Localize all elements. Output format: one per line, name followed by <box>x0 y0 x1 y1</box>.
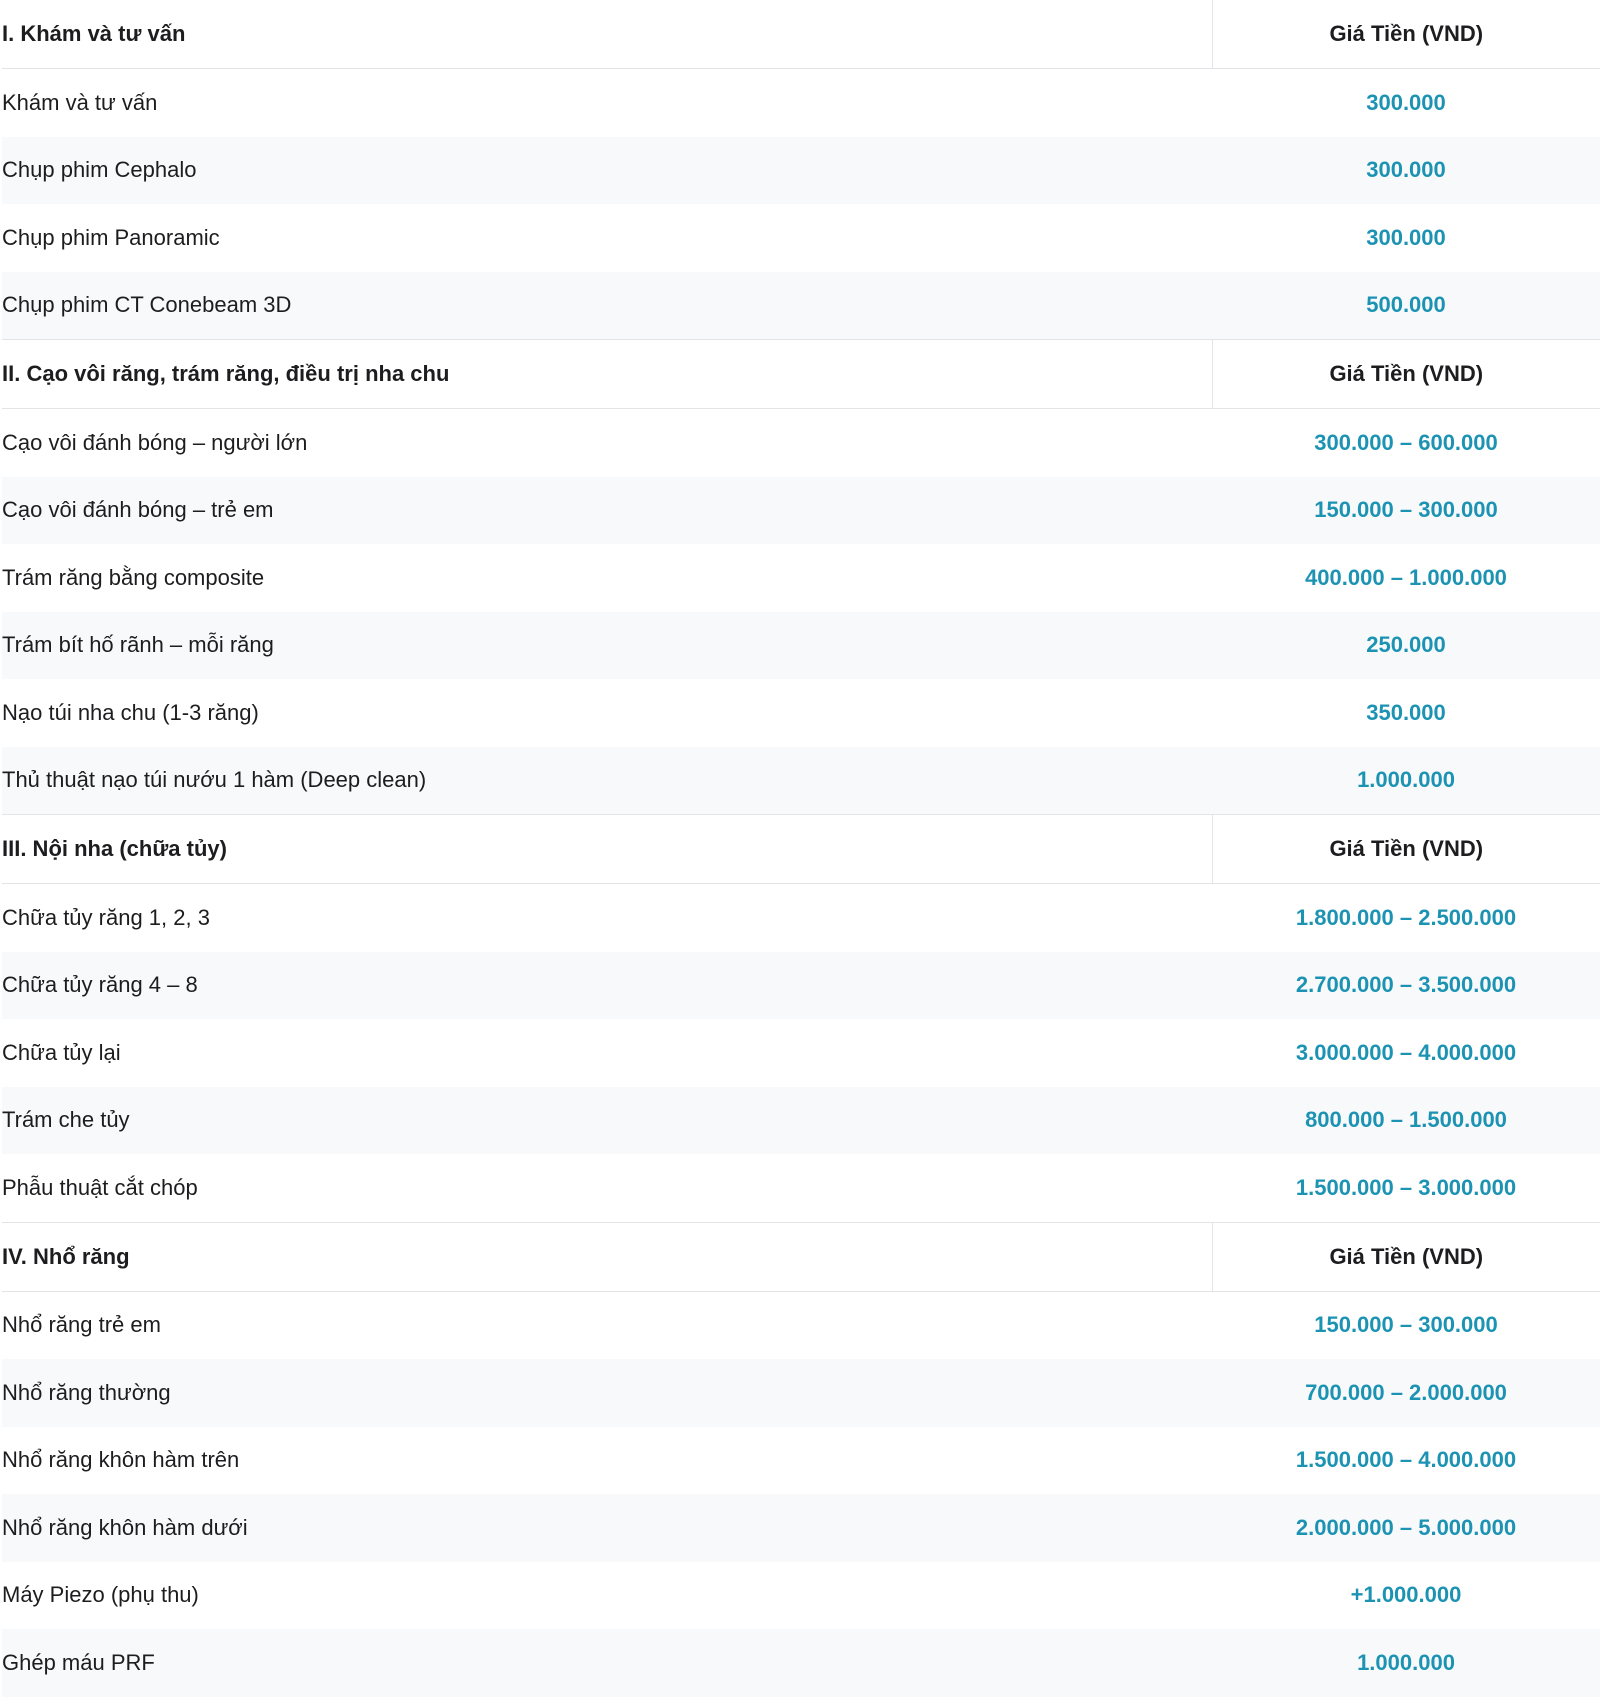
service-name: Chữa tủy răng 4 – 8 <box>2 952 1212 1020</box>
table-row <box>2 544 1600 612</box>
service-name: Phẫu thuật cắt chóp <box>2 1154 1212 1222</box>
table-row <box>2 272 1600 340</box>
service-name: Nhổ răng khôn hàm dưới <box>2 1494 1212 1562</box>
service-name: Trám che tủy <box>2 1087 1212 1155</box>
service-name: Thủ thuật nạo túi nướu 1 hàm (Deep clean) <box>2 747 1212 815</box>
section-title: IV. Nhổ răng <box>2 1222 1212 1291</box>
table-row <box>2 1427 1600 1495</box>
table-row <box>2 1154 1600 1222</box>
service-name: Chụp phim Cephalo <box>2 137 1212 205</box>
table-row <box>2 1019 1600 1087</box>
table-row <box>2 1629 1600 1697</box>
table-row <box>2 137 1600 205</box>
service-name: Trám răng bằng composite <box>2 544 1212 612</box>
price-column-header: Giá Tiền (VND) <box>1212 0 1600 69</box>
service-price: 150.000 – 300.000 <box>1212 477 1600 545</box>
service-price: 150.000 – 300.000 <box>1212 1291 1600 1359</box>
service-price: 400.000 – 1.000.000 <box>1212 544 1600 612</box>
table-row <box>2 69 1600 137</box>
price-column-header: Giá Tiền (VND) <box>1212 340 1600 409</box>
service-name: Khám và tư vấn <box>2 69 1212 137</box>
service-price: 2.700.000 – 3.500.000 <box>1212 952 1600 1020</box>
section-title: II. Cạo vôi răng, trám răng, điều trị nha chu <box>2 340 1212 409</box>
service-name: Máy Piezo (phụ thu) <box>2 1562 1212 1630</box>
service-name: Chụp phim CT Conebeam 3D <box>2 272 1212 340</box>
service-price: 1.500.000 – 3.000.000 <box>1212 1154 1600 1222</box>
service-name: Cạo vôi đánh bóng – trẻ em <box>2 477 1212 545</box>
section-title: III. Nội nha (chữa tủy) <box>2 815 1212 884</box>
table-row <box>2 952 1600 1020</box>
service-price: 1.800.000 – 2.500.000 <box>1212 884 1600 952</box>
price-column-header: Giá Tiền (VND) <box>1212 1222 1600 1291</box>
service-name: Trám bít hố rãnh – mỗi răng <box>2 612 1212 680</box>
service-price: 800.000 – 1.500.000 <box>1212 1087 1600 1155</box>
service-name: Nhổ răng trẻ em <box>2 1291 1212 1359</box>
service-price: 1.000.000 <box>1212 747 1600 815</box>
table-row <box>2 884 1600 952</box>
table-row <box>2 477 1600 545</box>
table-row <box>2 612 1600 680</box>
service-price: 2.000.000 – 5.000.000 <box>1212 1494 1600 1562</box>
table-row <box>2 747 1600 815</box>
service-name: Chụp phim Panoramic <box>2 204 1212 272</box>
service-name: Nhổ răng khôn hàm trên <box>2 1427 1212 1495</box>
service-price: 1.000.000 <box>1212 1629 1600 1697</box>
service-price: +1.000.000 <box>1212 1562 1600 1630</box>
service-name: Nhổ răng thường <box>2 1359 1212 1427</box>
service-name: Ghép máu PRF <box>2 1629 1212 1697</box>
table-row <box>2 409 1600 477</box>
price-column-header: Giá Tiền (VND) <box>1212 815 1600 884</box>
section-header-row <box>2 1222 1600 1291</box>
service-price: 300.000 <box>1212 204 1600 272</box>
section-title: I. Khám và tư vấn <box>2 0 1212 69</box>
table-row <box>2 1562 1600 1630</box>
table-row <box>2 1494 1600 1562</box>
service-name: Nạo túi nha chu (1-3 răng) <box>2 679 1212 747</box>
service-price: 300.000 <box>1212 137 1600 205</box>
service-price: 700.000 – 2.000.000 <box>1212 1359 1600 1427</box>
service-price: 3.000.000 – 4.000.000 <box>1212 1019 1600 1087</box>
service-price: 500.000 <box>1212 272 1600 340</box>
section-header-row <box>2 815 1600 884</box>
service-price: 300.000 – 600.000 <box>1212 409 1600 477</box>
table-row <box>2 679 1600 747</box>
service-price: 250.000 <box>1212 612 1600 680</box>
table-row <box>2 204 1600 272</box>
service-name: Chữa tủy lại <box>2 1019 1212 1087</box>
section-header-row <box>2 340 1600 409</box>
service-price: 350.000 <box>1212 679 1600 747</box>
section-header-row <box>2 0 1600 69</box>
service-name: Chữa tủy răng 1, 2, 3 <box>2 884 1212 952</box>
service-price: 1.500.000 – 4.000.000 <box>1212 1427 1600 1495</box>
service-name: Cạo vôi đánh bóng – người lớn <box>2 409 1212 477</box>
table-row <box>2 1359 1600 1427</box>
price-table <box>2 0 1600 1697</box>
table-row <box>2 1291 1600 1359</box>
table-row <box>2 1087 1600 1155</box>
price-table-body <box>2 0 1600 1697</box>
service-price: 300.000 <box>1212 69 1600 137</box>
